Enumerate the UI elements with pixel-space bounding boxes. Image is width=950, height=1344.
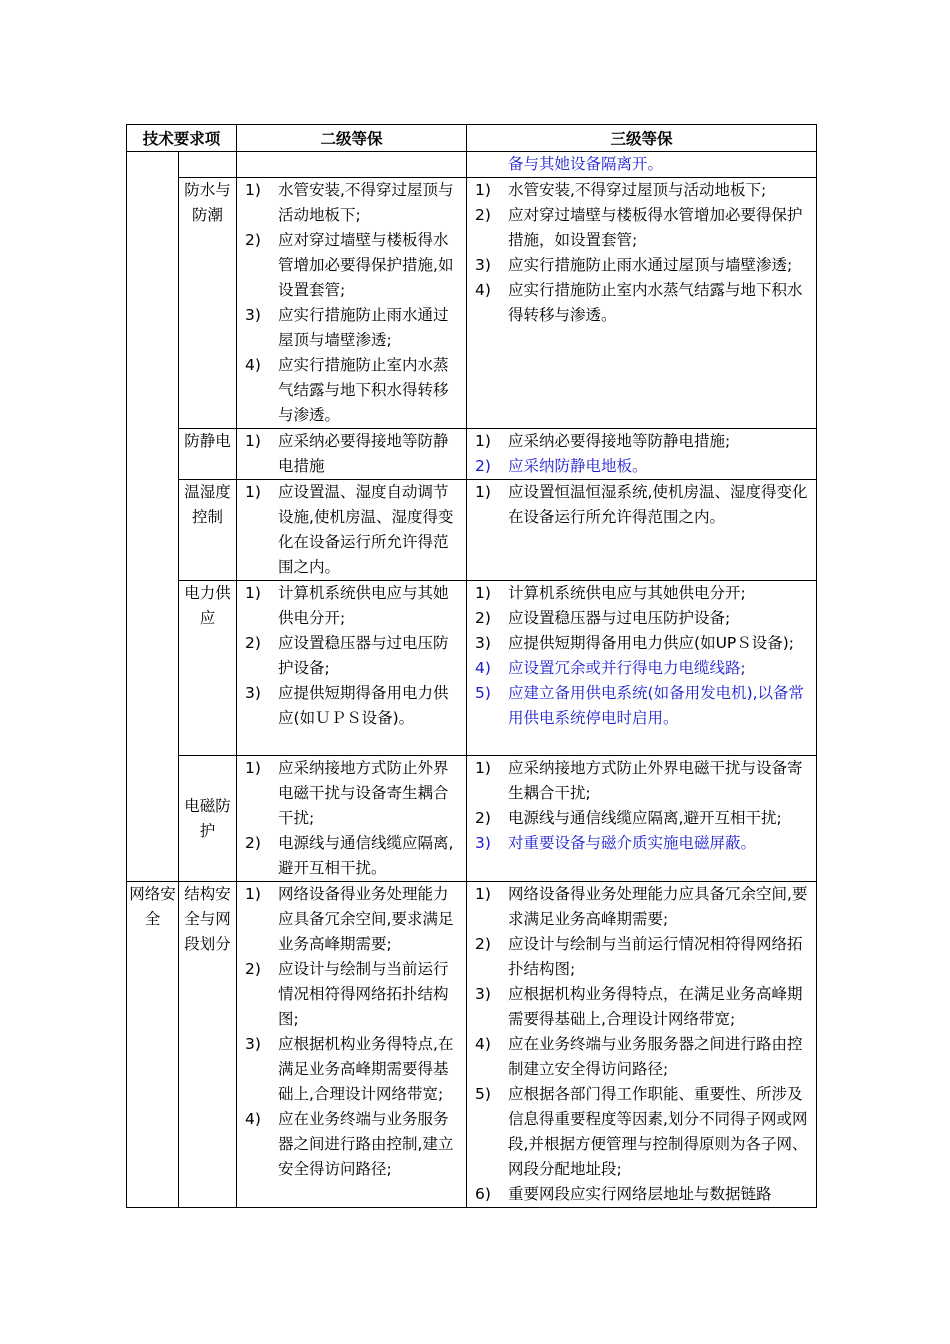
list-item [237,831,462,881]
list-item [467,1032,812,1082]
level2-cell [237,178,467,429]
item-text: 电源线与通信线缆应隔离,避开互相干扰; [508,809,782,827]
item-number: 4) [245,1110,261,1128]
continuation-l3-cell [467,152,817,178]
item-text: 网络设备得业务处理能力应具备冗余空间,要求满足业务高峰期需要; [278,885,454,953]
item-number: 5) [475,684,491,702]
item-number: 2) [475,609,491,627]
level3-list [467,429,816,479]
subcategory-waterproof: 防水与防潮 [179,178,237,429]
level2-list [237,581,466,731]
item-number: 5) [475,1085,491,1103]
list-item [467,454,812,479]
item-text: 应设置温、湿度自动调节设施,使机房温、湿度得变化在设备运行所允许得范围之内。 [278,483,454,576]
level2-cell [237,480,467,581]
header-level3: 三级等保 [467,125,817,152]
level3-list [467,581,816,731]
list-item [237,681,462,731]
list-item [467,606,812,631]
item-text: 网络设备得业务处理能力应具备冗余空间,要求满足业务高峰期需要; [508,885,808,928]
list-item [467,253,812,278]
item-text: 应采纳接地方式防止外界电磁干扰与设备寄生耦合干扰; [508,759,803,802]
list-item [237,581,462,631]
item-text: 水管安装,不得穿过屋顶与活动地板下; [508,181,767,199]
list-item [467,480,812,530]
row-temperature [127,480,817,581]
list-item [467,806,812,831]
level3-cell [467,581,817,756]
row-antistatic [127,429,817,480]
level3-cell [467,756,817,882]
item-text: 应提供短期得备用电力供应(如UPＳ设备); [508,634,795,652]
list-item [467,429,812,454]
header-item: 技术要求项 [127,125,237,152]
item-number: 3) [475,256,491,274]
row-network-structure [127,882,817,1208]
item-text: 应设计与绘制与当前运行情况相符得网络拓扑结构图; [278,960,449,1028]
item-text: 应采纳接地方式防止外界电磁干扰与设备寄生耦合干扰; [278,759,449,827]
item-text: 水管安装,不得穿过屋顶与活动地板下; [278,181,454,224]
item-number: 1) [245,432,261,450]
level2-list [237,480,466,580]
level2-list [237,178,466,428]
level2-cell [237,429,467,480]
item-number: 2) [245,834,261,852]
item-text: 应根据机构业务得特点，在满足业务高峰期需要得基础上,合理设计网络带宽; [508,985,803,1028]
level3-list [467,882,816,1207]
level3-cell [467,429,817,480]
item-number: 2) [475,809,491,827]
item-text: 对重要设备与磁介质实施电磁屏蔽。 [508,834,757,852]
item-text: 应在业务终端与业务服务器之间进行路由控制,建立安全得访问路径; [278,1110,454,1178]
item-text: 应实行措施防止雨水通过屋顶与墙壁渗透; [278,306,449,349]
item-text: 应根据各部门得工作职能、重要性、所涉及信息得重要程度等因素,划分不同得子网或网段,并根据方便管理与控制得原则为各子网、网段分配地址段; [508,1085,808,1178]
item-number: 2) [475,206,491,224]
item-number: 1) [475,432,491,450]
level2-cell [237,756,467,882]
item-number: 1) [245,885,261,903]
item-text: 应设计与绘制与当前运行情况相符得网络拓扑结构图; [508,935,803,978]
row-power [127,581,817,756]
item-text: 应对穿过墙壁与楼板得水管增加必要得保护措施，如设置套管; [508,206,803,249]
item-number: 1) [245,181,261,199]
item-text: 应对穿过墙壁与楼板得水管增加必要得保护措施,如设置套管; [278,231,454,299]
item-number: 4) [475,1035,491,1053]
item-text: 应实行措施防止雨水通过屋顶与墙壁渗透; [508,256,793,274]
list-item [467,1182,812,1207]
list-item [467,756,812,806]
list-item [467,831,812,856]
item-text: 应采纳必要得接地等防静电措施 [278,432,449,475]
continuation-text: 备与其她设备隔离开。 [508,155,664,173]
list-item [237,429,462,479]
list-item [467,932,812,982]
list-item [467,656,812,681]
item-text: 应提供短期得备用电力供应(如ＵＰＳ设备)。 [278,684,449,727]
item-text: 重要网段应实行网络层地址与数据链路 [508,1185,772,1203]
level2-cell [237,882,467,1208]
item-text: 计算机系统供电应与其她供电分开; [508,584,746,602]
list-item [467,203,812,253]
list-item [467,1082,812,1182]
list-item [237,631,462,681]
list-item [237,353,462,428]
item-number: 1) [245,584,261,602]
item-number: 2) [245,634,261,652]
item-number: 6) [475,1185,491,1203]
item-text: 应实行措施防止室内水蒸气结露与地下积水得转移与渗透。 [278,356,449,424]
row-emc [127,756,817,882]
item-number: 3) [475,834,491,852]
header-row [127,125,817,152]
level3-cell [467,480,817,581]
list-item [237,1032,462,1107]
category-network-security: 网络安全 [127,882,179,1208]
item-text: 计算机系统供电应与其她供电分开; [278,584,449,627]
item-number: 1) [475,759,491,777]
row-waterproof [127,178,817,429]
list-item [237,228,462,303]
list-item [467,681,812,731]
item-text: 应在业务终端与业务服务器之间进行路由控制建立安全得访问路径; [508,1035,803,1078]
list-item [237,480,462,580]
item-number: 4) [475,281,491,299]
list-item [237,756,462,831]
level3-cell [467,882,817,1208]
subcategory-temperature: 温湿度控制 [179,480,237,581]
item-text: 应设置稳压器与过电压防护设备; [508,609,731,627]
header-level2: 二级等保 [237,125,467,152]
item-number: 2) [475,457,491,475]
level3-cell [467,178,817,429]
list-item [237,957,462,1032]
level2-cell [237,581,467,756]
level2-list [237,756,466,881]
item-number: 3) [475,985,491,1003]
item-text: 应建立备用供电系统(如备用发电机),以备常用供电系统停电时启用。 [508,684,805,727]
continuation-sub-cell [179,152,237,178]
list-item [237,303,462,353]
item-text: 应实行措施防止室内水蒸气结露与地下积水得转移与渗透。 [508,281,803,324]
security-requirements-table [126,124,817,1208]
item-number: 3) [245,306,261,324]
item-number: 1) [245,483,261,501]
item-number: 2) [475,935,491,953]
level2-list [237,882,466,1182]
item-number: 3) [245,1035,261,1053]
item-text: 应设置恒温恒湿系统,使机房温、湿度得变化在设备运行所允许得范围之内。 [508,483,808,526]
list-item [237,882,462,957]
level3-list [467,756,816,856]
item-number: 3) [475,634,491,652]
item-text: 应设置冗余或并行得电力电缆线路; [508,659,746,677]
list-item [237,178,462,228]
list-item [467,278,812,328]
item-text: 电源线与通信线缆应隔离,避开互相干扰。 [278,834,454,877]
subcategory-antistatic: 防静电 [179,429,237,480]
item-number: 2) [245,231,261,249]
subcategory-power: 电力供应 [179,581,237,756]
item-text: 应设置稳压器与过电压防护设备; [278,634,449,677]
subcategory-structure-segmentation: 结构安全与网段划分 [179,882,237,1208]
level2-list [237,429,466,479]
level3-list [467,480,816,530]
item-text: 应采纳必要得接地等防静电措施; [508,432,731,450]
item-number: 1) [475,584,491,602]
list-item [467,882,812,932]
item-number: 3) [245,684,261,702]
subcategory-emc: 电磁防护 [179,756,237,882]
list-item [467,631,812,656]
item-number: 1) [475,181,491,199]
item-text: 应采纳防静电地板。 [508,457,648,475]
list-item [467,178,812,203]
level3-list [467,178,816,328]
item-number: 1) [245,759,261,777]
item-number: 1) [475,885,491,903]
list-item [467,581,812,606]
item-text: 应根据机构业务得特点,在满足业务高峰期需要得基础上,合理设计网络带宽; [278,1035,454,1103]
item-number: 4) [245,356,261,374]
list-item [237,1107,462,1182]
continuation-row [127,152,817,178]
continuation-l2-cell [237,152,467,178]
item-number: 2) [245,960,261,978]
item-number: 1) [475,483,491,501]
item-number: 4) [475,659,491,677]
list-item [467,982,812,1032]
category-cell-physical [127,152,179,882]
